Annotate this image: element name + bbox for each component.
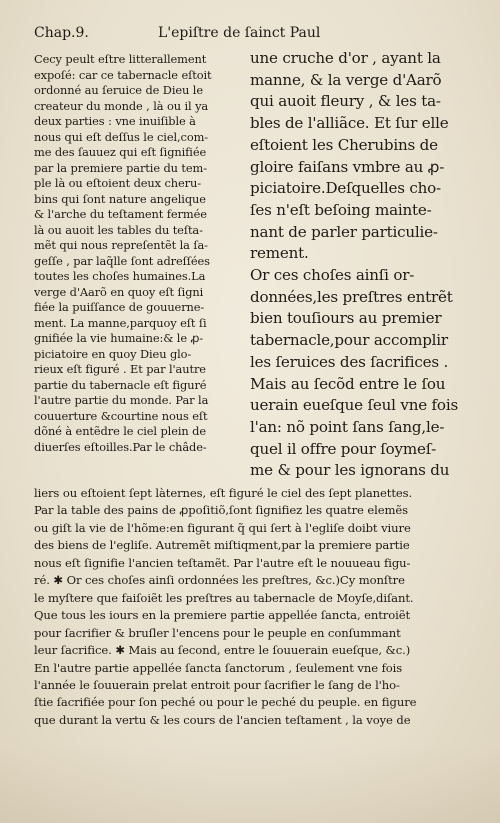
text-line: les ſeruices des ſacrifices . xyxy=(250,352,449,371)
text-line: uerain eueſque ſeul vne fois xyxy=(250,396,458,415)
text-line: En l'autre partie appellée ſancta ſanctorum , ſeulement vne fois xyxy=(34,660,403,675)
text-line: là ou auoit les tables du teſta- xyxy=(34,222,203,237)
text-line: bins qui ſont nature angelique xyxy=(34,191,206,206)
text-line: ou giſt la vie de l'hõme:en figurant q̃ qui ſert à l'egliſe doibt viure xyxy=(34,520,411,535)
right-scripture-column xyxy=(250,48,475,482)
text-line: fiée la puiſſance de gouuerne- xyxy=(34,300,205,314)
text-line: nous eſt ſignifie l'ancien teſtamẽt. Par l'autre eſt le nouueau figu- xyxy=(34,555,411,570)
text-line: & l'arche du teſtament fermée xyxy=(34,207,207,221)
running-header xyxy=(34,25,474,45)
text-line: me des ſauuez qui eſt ſignifiée xyxy=(34,145,207,159)
text-line: verge d'Aarõ en quoy eſt ſigni xyxy=(34,284,204,299)
text-line: qui auoit fleury , & les ta- xyxy=(250,92,441,111)
text-line: Mais au ſecõd entre le ſou xyxy=(250,374,446,393)
text-line: dõné à entẽdre le ciel plein de xyxy=(34,424,206,438)
text-line: couuerture &courtine nous eſt xyxy=(34,408,208,423)
text-line: le myſtere que faiſoiẽt les preſtres au tabernacle de Moyſe,diſant. xyxy=(34,590,414,605)
text-line: des biens de l'egliſe. Autremẽt miſtiqment,par la premiere partie xyxy=(34,538,410,553)
text-line: tabernacle,pour accomplir xyxy=(250,331,448,350)
text-line: deux parties : vne inuiſible à xyxy=(34,114,196,128)
text-line: leur ſacrifice. ✱ Mais au ſecond, entre le ſouuerain eueſque, &c.) xyxy=(34,643,411,658)
text-line: Par la table des pains de ꝓpoſitiõ,ſont ſignifiez les quatre elemẽs xyxy=(34,503,409,518)
chapter-label: Chap.9. xyxy=(34,25,89,41)
text-line: ſes n'eſt beſoing mainte- xyxy=(250,200,432,219)
text-line: liers ou eſtoient ſept làternes, eſt figuré le ciel des ſept planettes. xyxy=(34,486,413,500)
text-line: ſtie ſacrifiée pour ſon peché ou pour le peché du peuple. en figure xyxy=(34,695,417,710)
text-line: ment. La manne,parquoy eſt ſi xyxy=(34,315,207,330)
text-line: Or ces choſes ainſi or- xyxy=(250,266,415,285)
text-line: bien touſiours au premier xyxy=(250,309,442,328)
text-line: bles de l'alliãce. Et ſur elle xyxy=(250,114,449,133)
page-shading xyxy=(0,743,500,823)
text-line: rement. xyxy=(250,244,309,263)
text-line: une cruche d'or , ayant la xyxy=(250,49,441,67)
text-line: ordonné au ſeruice de Dieu le xyxy=(34,83,203,97)
full-width-commentary xyxy=(34,485,474,729)
text-line: ple là ou eſtoient deux cheru- xyxy=(34,176,201,190)
text-line: manne, & la verge d'Aarõ xyxy=(250,70,442,89)
text-line: Cecy peult eſtre litterallement xyxy=(34,52,207,66)
text-line: gnifiée la vie humaine:& le ꝓ- xyxy=(34,331,203,345)
text-line: partie du tabernacle eſt figuré xyxy=(34,377,207,392)
left-commentary-column xyxy=(34,52,239,455)
text-line: données,les preſtres entrẽt xyxy=(250,287,453,306)
text-line: nant de parler particulie- xyxy=(250,222,438,241)
text-line: me & pour les ignorans du xyxy=(250,461,450,480)
text-line: gloire faiſans vmbre au ꝓ- xyxy=(250,157,445,176)
text-line: que durant la vertu & les cours de l'ancien teſtament , la voye de xyxy=(34,712,411,727)
text-line: piciatoire en quoy Dieu glo- xyxy=(34,346,192,361)
text-line: l'an: nõ point ſans ſang,le- xyxy=(250,417,445,436)
text-line: toutes les choſes humaines.La xyxy=(34,269,206,283)
text-line: mẽt qui nous repreſentẽt la ſa- xyxy=(34,238,208,252)
text-line: diuerſes eſtoilles.Par le châde- xyxy=(34,439,207,454)
text-line: l'année le ſouuerain prelat entroit pour ſacrifier le ſang de l'ho- xyxy=(34,677,400,692)
text-line: ré. ✱ Or ces choſes ainſi ordonnées les preſtres, &c.)Cy monſtre xyxy=(34,573,405,588)
text-line: Que tous les iours en la premiere partie appellée ſancta, entroiẽt xyxy=(34,608,411,623)
text-line: pour ſacrifier & bruſler l'encens pour le peuple en conſummant xyxy=(34,625,401,640)
text-line: l'autre partie du monde. Par la xyxy=(34,393,209,407)
text-line: par la premiere partie du tem- xyxy=(34,160,207,175)
running-title: L'epiſtre de ſainct Paul xyxy=(158,25,321,41)
text-line: piciatoire.Deſquelles cho- xyxy=(250,179,441,198)
text-line: expoſé: car ce tabernacle eſtoit xyxy=(34,67,212,82)
text-line: quel il offre pour ſoymeſ- xyxy=(250,439,437,458)
text-line: createur du monde , là ou il ya xyxy=(34,98,209,113)
text-line: geſſe , par laq̃lle ſont adreſſées xyxy=(34,253,210,268)
text-line: nous qui eſt deſſus le ciel,com- xyxy=(34,129,209,144)
text-line: eſtoient les Cherubins de xyxy=(250,135,438,154)
text-line: rieux eſt figuré . Et par l'autre xyxy=(34,362,206,376)
